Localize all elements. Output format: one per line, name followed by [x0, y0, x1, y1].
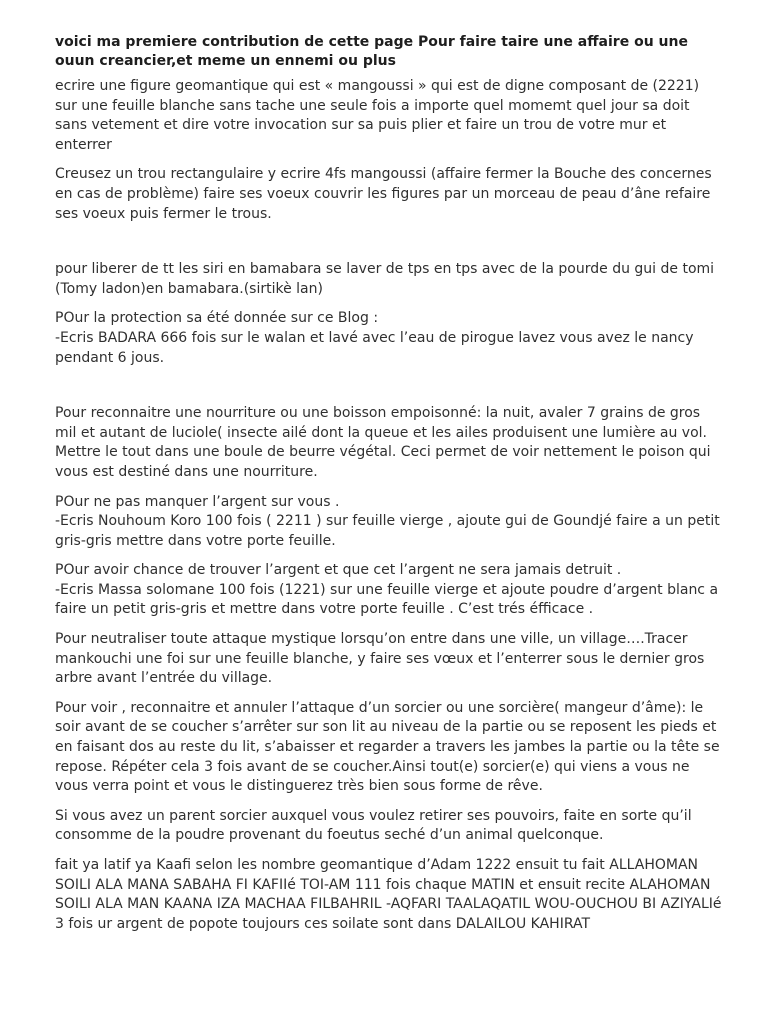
paragraph-mangoussi-figure: ecrire une figure geomantique qui est « mangoussi » qui est de digne composant de (2221) sur une feuille blanche sans tache une seule fois a importe quel momemt quel jour sa doit sans vetement et dire votre invocation sur sa puis plier et faire un trou de votre mur et enterrer [55, 78, 700, 153]
spacer [55, 234, 723, 260]
document-title: voici ma premiere contribution de cette page Pour faire taire une affaire ou une ouun creancier,et meme un ennemi ou plus [55, 34, 688, 69]
document-page [55, 33, 723, 944]
paragraph-neutralize-attack: Pour neutraliser toute attaque mystique lorsqu’on entre dans une ville, un village….Tracer mankouchi une foi sur une feuille blanche, y faire ses vœux et l’enterrer sous le dernier gros arbre avant l’entrée du village. [55, 631, 705, 687]
paragraph-money-keep: POur ne pas manquer l’argent sur vous . -Ecris Nouhoum Koro 100 fois ( 2211 ) sur feuille vierge , ajoute gui de Goundjé faire a un petit gris-gris mettre dans votre porte feuille. [55, 493, 720, 549]
paragraph-remove-powers: Si vous avez un parent sorcier auxquel vous voulez retirer ses pouvoirs, faite en sorte qu’il consomme de la poudre provenant du foeutus seché d’un animal quelconque. [55, 807, 692, 844]
paragraph-rectangular-hole: Creusez un trou rectangulaire y ecrire 4fs mangoussi (affaire fermer la Bouche des concernes en cas de problème) faire ses voeux couvrir les figures par un morceau de peau d’âne refaire ses voeux puis fermer le trous. [55, 166, 712, 222]
paragraph-poison-detection: Pour reconnaitre une nourriture ou une boisson empoisonné: la nuit, avaler 7 grains de gros mil et autant de luciole( insecte ailé dont la queue et les ailes produisent une lumière au vol. Mettre le tout dans une boule de beurre végétal. Ceci permet de voir nettement le poison qui vous est destiné dans une nourriture. [55, 405, 711, 480]
paragraph-money-chance: POur avoir chance de trouver l’argent et que cet l’argent ne sera jamais detruit . -Ecris Massa solomane 100 fois (1221) sur une feuille vierge et ajoute poudre d’argent blanc a faire un petit gris-gris et mettre dans votre porte feuille . C’est trés éfficace . [55, 562, 719, 618]
paragraph-sorcerer-detect: Pour voir , reconnaitre et annuler l’attaque d’un sorcier ou une sorcière( mangeur d’âme): le soir avant de se coucher s’arrêter sur son lit au niveau de la partie ou se reposent les pieds et en faisant dos au reste du lit, s’abaisser et regarder a travers les jambes la partie ou la tête se repose. Répéter cela 3 fois avant de se coucher.Ainsi tout(e) sorcier(e) qui viens a vous ne vous verra point et vous le distinguerez très bien sous forme de rêve. [55, 699, 720, 795]
paragraph-liberer-siri: pour liberer de tt les siri en bamabara se laver de tps en tps avec de la pourde du gui de tomi (Tomy ladon)en bamabara.(sirtikè lan) [55, 261, 715, 297]
paragraph-protection: POur la protection sa été donnée sur ce Blog : -Ecris BADARA 666 fois sur le walan et lavé avec l’eau de pirogue lavez vous avez le nancy pendant 6 jous. [55, 310, 694, 366]
spacer [55, 378, 723, 404]
paragraph-ya-latif: fait ya latif ya Kaafi selon les nombre geomantique d’Adam 1222 ensuit tu fait ALLAHOMAN SOILI ALA MANA SABAHA FI KAFIIé TOI-AM 111 fois chaque MATIN et ensuit recite ALAHOMAN SOILI ALA MAN KAANA IZA MACHAA FILBAHRIL -AQFARI TAALAQATIL WOU-OUCHOU BI AZIYALIé 3 fois ur argent de popote toujours ces soilate sont dans DALAILOU KAHIRAT [55, 857, 722, 932]
